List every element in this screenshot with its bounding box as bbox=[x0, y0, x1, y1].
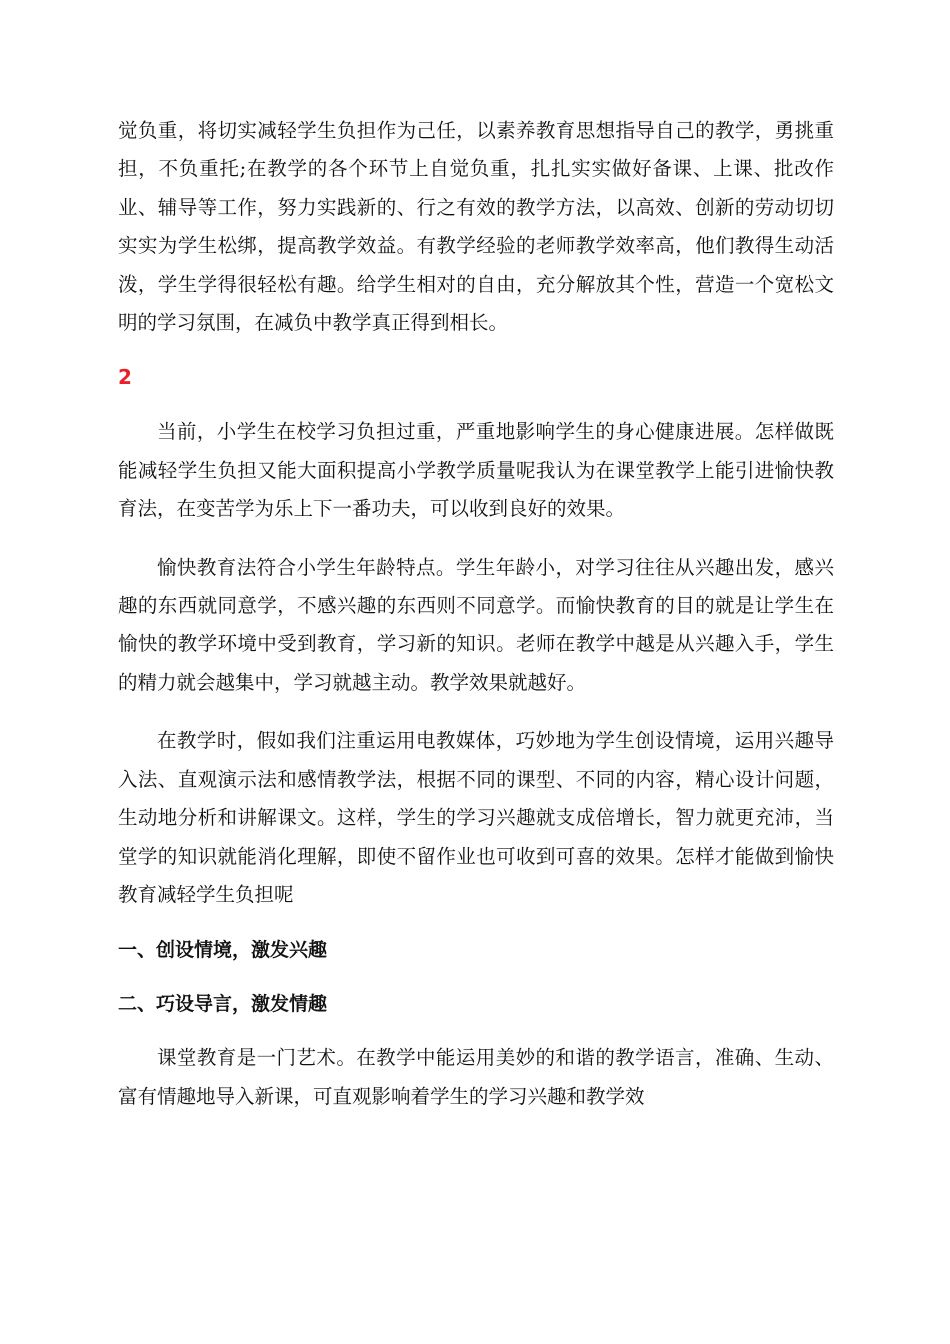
intro-paragraph: 觉负重，将切实减轻学生负担作为己任，以素养教育思想指导自己的教学，勇挑重担，不负重托;在教学的各个环节上自觉负重，扎扎实实做好备课、上课、批改作业、辅导等工作，努力实践新的、行之有效的教学方法，以高效、创新的劳动切切实实为学生松绑，提高教学效益。有教学经验的老师教学效率高，他们教得生动活泼，学生学得很轻松有趣。给学生相对的自由，充分解放其个性，营造一个宽松文明的学习氛围，在减负中教学真正得到相长。 bbox=[118, 119, 834, 335]
document-page bbox=[118, 112, 834, 1116]
closing-paragraph: 课堂教育是一门艺术。在教学中能运用美妙的和谐的教学语言，准确、生动、富有情趣地导入新课，可直观影响着学生的学习兴趣和教学效 bbox=[118, 1046, 834, 1108]
body-paragraph-2: 愉快教育法符合小学生年龄特点。学生年龄小，对学习往往从兴趣出发，感兴趣的东西就同意学，不感兴趣的东西则不同意学。而愉快教育的目的就是让学生在愉快的教学环境中受到教育，学习新的知识。老师在教学中越是从兴趣入手，学生的精力就会越集中，学习就越主动。教学效果就越好。 bbox=[118, 555, 834, 694]
body-paragraph-3: 在教学时，假如我们注重运用电教媒体，巧妙地为学生创设情境，运用兴趣导入法、直观演示法和感情教学法，根据不同的课型、不同的内容，精心设计问题，生动地分析和讲解课文。这样，学生的学习兴趣就支成倍增长，智力就更充沛，当堂学的知识就能消化理解，即使不留作业也可收到可喜的效果。怎样才能做到愉快教育减轻学生负担呢 bbox=[118, 729, 834, 906]
section-heading-2: 二、巧设导言，激发情趣 bbox=[118, 993, 328, 1016]
body-paragraph-1: 当前，小学生在校学习负担过重，严重地影响学生的身心健康进展。怎样做既能减轻学生负担又能大面积提高小学教学质量呢我认为在课堂教学上能引进愉快教育法，在变苦学为乐上下一番功夫，可以收到良好的效果。 bbox=[118, 420, 834, 521]
section-heading-1: 一、创设情境，激发兴趣 bbox=[118, 939, 328, 962]
section-number: 2 bbox=[118, 365, 132, 390]
